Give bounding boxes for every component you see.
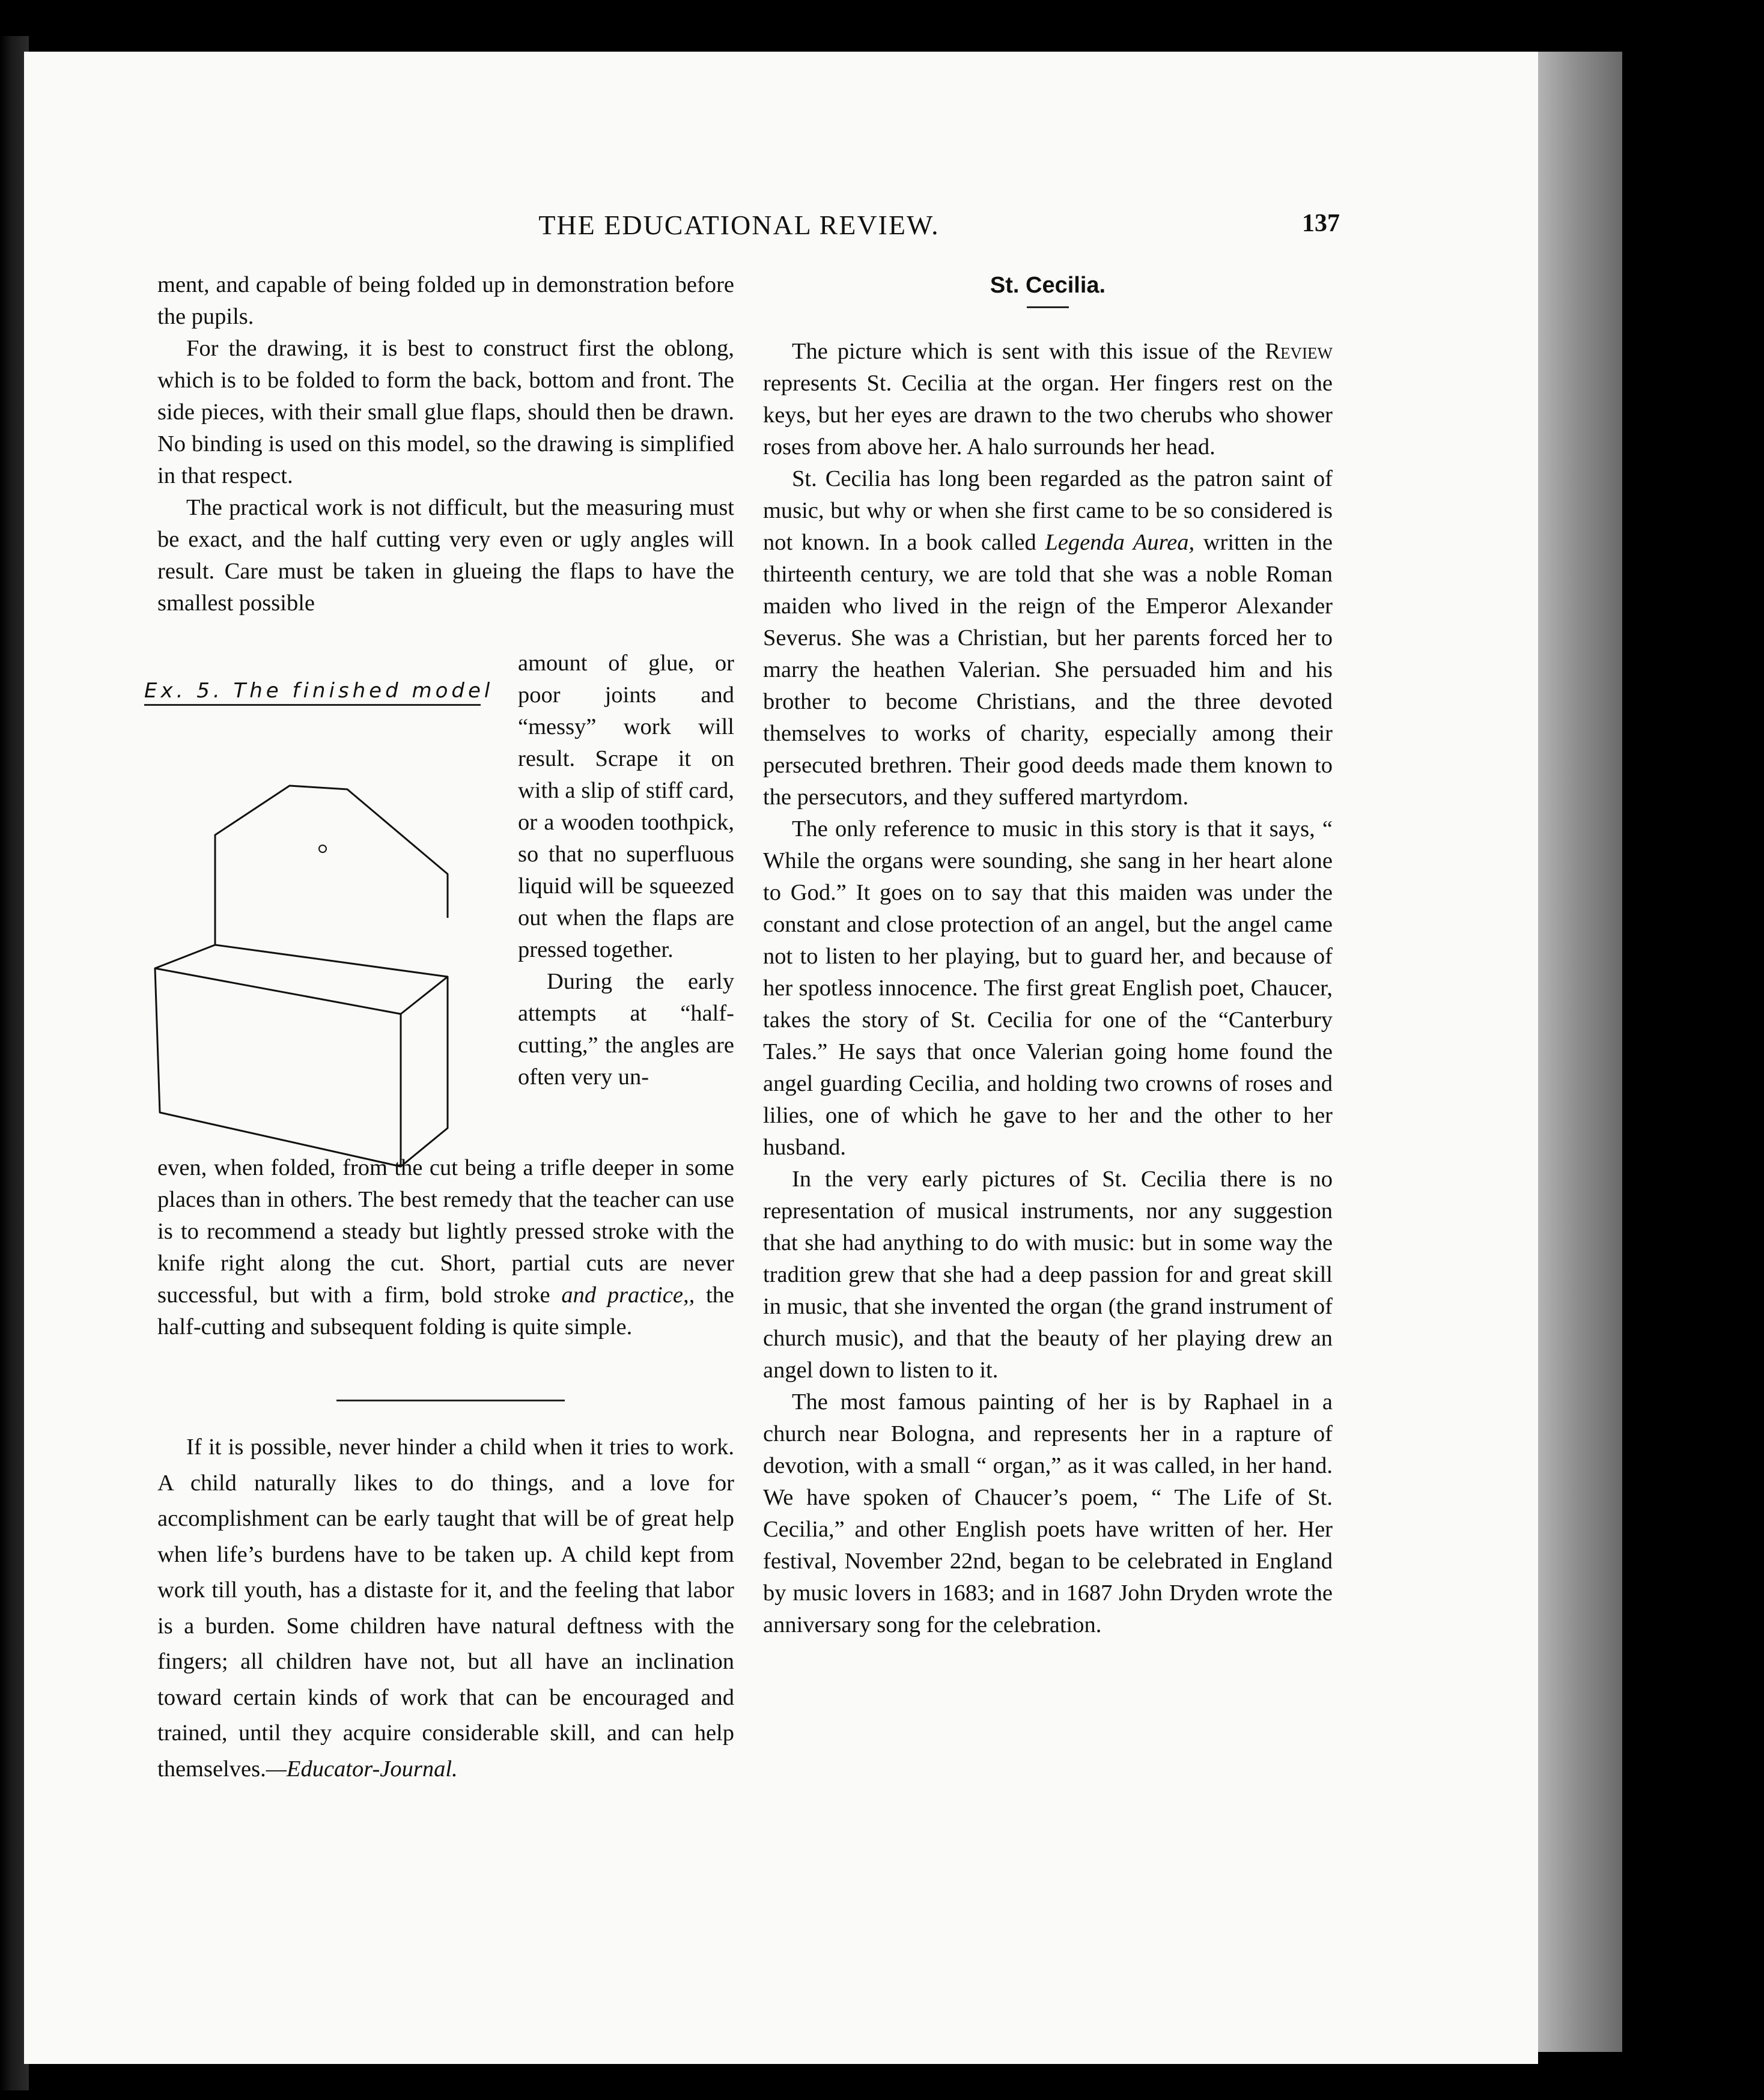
model-front	[155, 968, 401, 1167]
section-divider	[336, 1400, 565, 1401]
figure-finished-model	[144, 679, 493, 1159]
title-rule	[1027, 306, 1069, 308]
text-run: even, when folded, from the cut being a trifle deeper in some places than in others. The best remedy that the teacher can use is to recommend a steady but lightly pressed stroke with the knife right along the cut. Short, partial cuts are never successful, but with a firm, bold stroke	[157, 1155, 734, 1308]
paragraph	[763, 463, 1333, 813]
text-run: The picture which is sent with this issue of the	[792, 339, 1265, 364]
paragraph: The most famous painting of her is by Raphael in a church near Bologna, and represents her in a rapture of devotion, with a small “ organ,” as it was called, in her hand. We have spoken of Chaucer’s poem, “ The Life of St. Cecilia,” and other English poets have written of her. Her festival, November 22nd, began to be celebrated in England by music lovers in 1683; and in 1687 John Dryden wrote the anniversary song for the celebration.	[763, 1389, 1333, 1637]
text-run: represents St. Cecilia at the organ. Her fingers rest on the keys, but her eyes are drawn to the two cherubs who shower roses from above her. A halo surrounds her head.	[763, 371, 1333, 460]
quote-source: —Educator-Journal.	[266, 1756, 458, 1782]
figure-wrap-text	[518, 648, 734, 1093]
article-title: St. Cecilia.	[990, 273, 1106, 298]
paragraph: The practical work is not difficult, but the measuring must be exact, and the half cutting very even or ugly angles will result. Care must be taken in glueing the flaps to have the smallest possible	[157, 495, 734, 616]
paragraph	[157, 1152, 734, 1343]
italic-text: Legenda Aurea,	[1045, 530, 1195, 555]
educator-journal-quote	[157, 1430, 734, 1787]
figure-caption: Ex. 5. The finished model	[144, 679, 481, 706]
paragraph: For the drawing, it is best to construct first the oblong, which is to be folded to form the back, bottom and front. The side pieces, with their small glue flaps, should then be drawn. No binding is used on this model, so the drawing is simplified in that respect.	[157, 336, 734, 488]
paragraph	[157, 1430, 734, 1787]
left-column-tail	[157, 1152, 734, 1343]
model-hole	[319, 845, 326, 852]
model-side-right	[401, 977, 448, 1167]
right-column	[763, 269, 1333, 1641]
text-run: the half-cutting and subsequent folding is quite simple.	[157, 1282, 735, 1340]
model-side-left	[155, 915, 215, 968]
paragraph	[763, 336, 1333, 463]
left-column-top	[157, 269, 734, 619]
model-back-flap	[215, 786, 448, 918]
italic-text: and practice,,	[561, 1282, 695, 1308]
smallcaps-text: Review	[1265, 339, 1333, 364]
page-number: 137	[1302, 210, 1340, 237]
text-run: St. Cecilia has long been regarded as the patron saint of music, but why or when she first came to be so considered is not known. In a book called	[763, 466, 1333, 555]
box-model-drawing	[144, 715, 493, 1171]
paragraph: The only reference to music in this story is that it says, “ While the organs were sounding, she sang in her heart alone to God.” It goes on to say that this maiden was under the constant and close protection of an angel, but the angel came not to listen to her playing, but to guard her, and because of her spotless innocence. The first great English poet, Chaucer, takes the story of St. Cecilia for one of the “Canterbury Tales.” He says that once Valerian going home found the angel guarding Cecilia, and holding two crowns of roses and lilies, one of which he gave to her and the other to her husband.	[763, 816, 1333, 1160]
text-run: written in the thirteenth century, we are told that she was a noble Roman maiden who lived in the reign of the Emperor Alexander Severus. She was a Christian, but her parents forced her to marry the heathen Valerian. She persuaded him and his brother to become Christians, and the three devoted themselves to works of charity, especially among their persecuted brethren. Their good deeds made them known to the persecutors, and they suffered martyrdom.	[763, 530, 1333, 810]
text-run: If it is possible, never hinder a child when it tries to work. A child naturally likes to do things, and a love for accomplishment can be early taught that will be of great help when life’s burdens have to be taken up. A child kept from work till youth, has a distaste for it, and the feeling that labor is a burden. Some children have natural deftness with the fingers; all children have not, but all have an inclination toward certain kinds of work that can be encouraged and trained, until they acquire considerable skill, and can help themselves.	[157, 1434, 734, 1782]
paragraph: During the early attempts at “half-cutting,” the angles are often very un-	[518, 969, 734, 1090]
running-head: THE EDUCATIONAL REVIEW.	[538, 210, 940, 240]
paragraph: In the very early pictures of St. Cecilia there is no representation of musical instruments, nor any suggestion that she had anything to do with music: but in some way the tradition grew that she had a deep passion for and great skill in music, that she invented the organ (the grand instrument of church music), and that the beauty of her playing drew an angel down to listen to it.	[763, 1167, 1333, 1383]
paragraph: amount of glue, or poor joints and “messy” work will result. Scrape it on with a slip of stiff card, or a wooden toothpick, so that no superfluous liquid will be squeezed out when the flaps are pressed together.	[518, 651, 734, 962]
paragraph: ment, and capable of being folded up in demonstration before the pupils.	[157, 272, 734, 329]
